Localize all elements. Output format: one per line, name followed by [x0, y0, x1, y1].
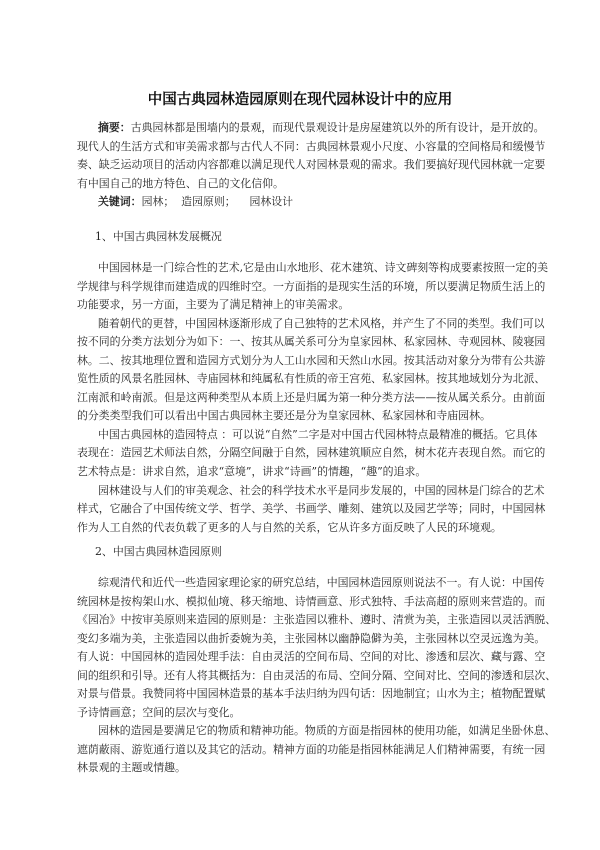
paragraph-line: 艺术特点是：讲求自然，追求“意境”，讲求“诗画”的情趣，“趣”的追求。 — [77, 465, 427, 479]
paragraph-line: 对景与借景。我赞同将中国园林造景的基本手法归纳为四句话：因地制宜；山水为主；植物配置赋 — [77, 687, 546, 701]
abstract — [77, 119, 546, 212]
paragraph-line: 中国园林是一门综合性的艺术,它是由山水地形、花木建筑、诗文碑刻等构成要素按照一定的美 — [98, 261, 548, 274]
paragraph-line: 统园林是按构架山水、模拟仙境、移天缩地、诗情画意、形式独特、手法高超的原则来营造的。而 — [77, 594, 546, 608]
paragraph-line: 遮荫蔽雨、游览通行道以及其它的活动。精神方面的功能是指园林能满足人们精神需要，有统一园 — [77, 742, 546, 756]
paragraph-line: 中国古典园林的造园特点 ：可以说“自然”二字是对中国古代园林特点最精准的概括。它具体 — [98, 427, 538, 441]
abstract-text: 古典园林都是围墙内的景观，而现代景观设计是房屋建筑以外的所有设计，是开放的。 — [130, 121, 545, 134]
keywords — [77, 193, 525, 212]
paragraph-line: 江南派和岭南派。但是这两种类型从本质上还是归属为第一种分类方法——按从属关系分。由前面 — [77, 390, 546, 404]
paragraph-line: 林景观的主题或情趣。 — [77, 761, 186, 775]
paragraph-line: 按不同的分类方法划分为如下：一、按其从属关系可分为皇家园林、私家园林、寺观园林、陵寝园 — [77, 335, 546, 349]
paragraph-line: 随着朝代的更替，中国园林逐渐形成了自己独特的艺术风格，并产生了不同的类型。我们可以 — [98, 316, 545, 330]
paragraph-line: 的分类类型我们可以看出中国古典园林主要还是分为皇家园林、私家园林和寺庙园林。 — [77, 409, 491, 423]
paragraph-line: 表现在：造园艺术师法自然，分隔空间融于自然，园林建筑顺应自然，树木花卉表现自然。而它的 — [77, 446, 546, 460]
paragraph-line: 学规律与科学规律而建造成的四维时空。一方面指的是现实生活的环境，所以要满足物质生活上的 — [77, 279, 546, 293]
paragraph — [77, 315, 546, 426]
paragraph — [77, 426, 546, 482]
paragraph-line: 间的组织和引导。还有人将其概括为：自由灵活的布局、空间分隔、空间对比、空间的渗透和层次、 — [77, 668, 557, 682]
paragraph-line: 作为人工自然的代表负载了更多的人与自然的关系，它从许多方面反映了人民的环境观。 — [77, 520, 502, 534]
abstract-label: 摘要： — [98, 121, 131, 134]
abstract-line: 现代人的生活方式和审美需求都与古代人不同：古典园林景观小尺度、小容量的空间格局和缓慢节 — [77, 139, 546, 153]
paragraph — [77, 259, 548, 315]
section2-body — [77, 574, 557, 778]
paragraph-line: 样式，它融合了中国传统文学、哲学、美学、书画学、雕刻、建筑以及园艺学等；同时，中国园林 — [77, 502, 546, 516]
document-title: 中国古典园林造园原则在现代园林设计中的应用 — [147, 92, 453, 108]
paragraph-line: 览性质的风景名胜园林、寺庙园林和纯属私有性质的帝王宫苑、私家园林。按其地域划分为北派、 — [77, 372, 546, 386]
paragraph — [77, 574, 557, 722]
keywords-value: 园林； 造园原则； 园林设计 — [141, 195, 294, 209]
section1-heading: 1、中国古典园林发展概况 — [95, 230, 222, 243]
abstract-line: 有中国自己的地方特色、自己的文化信仰。 — [77, 176, 284, 190]
paragraph — [77, 482, 546, 538]
paragraph-line: 功能要求，另一方面，主要为了满足精神上的审美需求。 — [77, 298, 350, 312]
paragraph-line: 林。二、按其地理位置和造园方式划分为人工山水园和天然山水园。按其活动对象分为带有公共游 — [77, 353, 546, 367]
abstract-line: 奏、缺乏运动项目的活动内容都难以满足现代人对园林景观的需求。我们要搞好现代园林就一定要 — [77, 158, 546, 172]
paragraph-line: 综观清代和近代一些造园家理论家的研究总结，中国园林造园原则说法不一。有人说：中国传 — [98, 576, 545, 589]
section1-body — [77, 259, 548, 537]
paragraph-line: 予诗情画意；空间的层次与变化。 — [77, 705, 241, 719]
paragraph-line: 园林建设与人们的审美观念、社会的科学技术水平是同步发展的，中国的园林是门综合的艺术 — [98, 483, 545, 497]
section2-heading: 2、中国古典园林造园原则 — [95, 545, 222, 558]
paragraph-line: 变幻多端为美，主张造园以曲折委婉为美，主张园林以幽静隐僻为美，主张园林以空灵远逸为美。 — [77, 631, 546, 645]
paragraph-line: 园林的造园是要满足它的物质和精神功能。物质的方面是指园林的使用功能，如满足坐卧休息、 — [98, 724, 556, 738]
keywords-label: 关键词： — [98, 195, 142, 209]
paragraph-line: 《园冶》中按审美原则来造园的原则是：主张造园以雅朴、遵时、清赏为美，主张造园以灵活洒脱、 — [77, 613, 557, 627]
paragraph-line: 有人说：中国园林的造园处理手法：自由灵活的空间布局、空间的对比、渗透和层次、藏与露、空 — [77, 650, 546, 664]
paragraph — [77, 722, 556, 778]
abstract-line — [77, 119, 545, 138]
